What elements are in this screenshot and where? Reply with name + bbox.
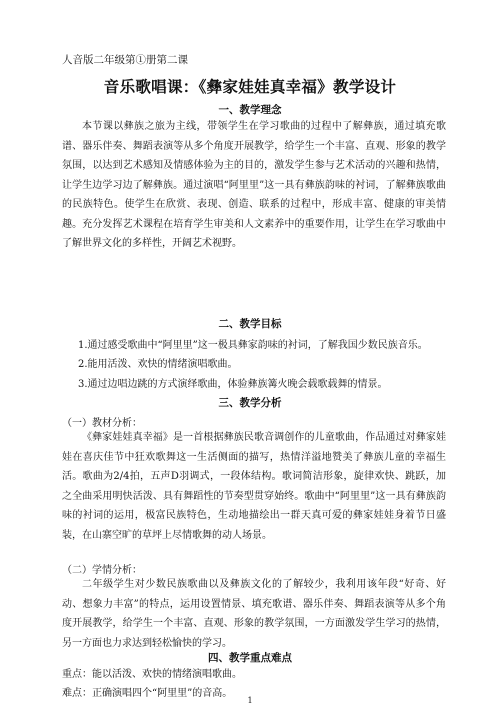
section-heading-concept: 一、教学理念 (218, 104, 282, 116)
document-title: 音乐歌唱课：《彝家娃娃真幸福》教学设计 (103, 78, 397, 96)
student-analysis-heading: （二）学情分析： (62, 565, 142, 576)
section-heading-analysis: 三、教学分析 (218, 397, 282, 409)
section-heading-goals: 二、教学目标 (218, 318, 282, 330)
goal-item-1: 1.通过感受歌曲中“阿里里”这一极具彝家韵味的衬词，了解我国少数民族音乐。 (78, 340, 428, 351)
key-point-difficulty: 难点：正确演唱四个“阿里里”的音高。 (62, 688, 233, 699)
page-number: 1 (247, 696, 253, 705)
course-header: 人音版二年级第①册第二课 (62, 54, 188, 66)
goal-item-3: 3.通过边唱边跳的方式演绎歌曲，体验彝族篝火晚会载歌载舞的情景。 (78, 379, 388, 390)
concept-paragraph: 本节课以彝族之旅为主线，带领学生在学习歌曲的过程中了解彝族，通过填充歌谱、器乐伴奏、舞蹈表演等从多个角度开展教学，给学生一个丰富、直观、形象的教学氛围，以达到艺术感知及情感体验为主的目的，激发学生参与艺术活动的兴趣和热情，让学生边学习边了解彝族。通过演唱“阿里里”这一具有彝族韵味的衬词，了解彝族歌曲的民族特色。使学生在欣赏、表现、创造、联系的过程中，形成丰富、健康的审美情趣。充分发挥艺术课程在培育学生审美和人文素养中的重要作用，让学生在学习歌曲中了解世界文化的多样性，开阔艺术视野。 (62, 121, 446, 249)
material-analysis-heading: （一）教材分析： (62, 418, 142, 429)
student-analysis-paragraph: 二年级学生对少数民族歌曲以及彝族文化的了解较少，我利用该年段“好奇、好动、想象力丰富”的特点，运用设置情景、填充歌谱、器乐伴奏、舞蹈表演等从多个角度开展教学，给学生一个丰富、直观、形象的教学氛围，一方面激发学生学习的热情，另一方面也力求达到轻松愉快的学习。 (62, 579, 446, 649)
key-point-focus: 重点：能以活泼、欢快的情绪演唱歌曲。 (62, 669, 242, 680)
section-heading-key-points: 四、教学重点难点 (208, 652, 292, 664)
material-analysis-paragraph: 《彝家娃娃真幸福》是一首根据彝族民歌音调创作的儿童歌曲，作品通过对彝家娃娃在喜庆佳节中狂欢歌舞这一生活侧面的描写，热情洋溢地赞美了彝族儿童的幸福生活。歌曲为2/4拍，五声D羽调式，一段体结构。歌词简洁形象，旋律欢快、跳跃，加之全曲采用明快活泼、具有舞蹈性的节奏型贯穿始终。歌曲中“阿里里”这一具有彝族韵味的衬词的运用，极富民族特色，生动地描绘出一群天真可爱的彝家娃娃身着节日盛装，在山寨空旷的草坪上尽情歌舞的动人场景。 (62, 432, 446, 541)
goal-item-2: 2.能用活泼、欢快的情绪演唱歌曲。 (78, 359, 238, 370)
